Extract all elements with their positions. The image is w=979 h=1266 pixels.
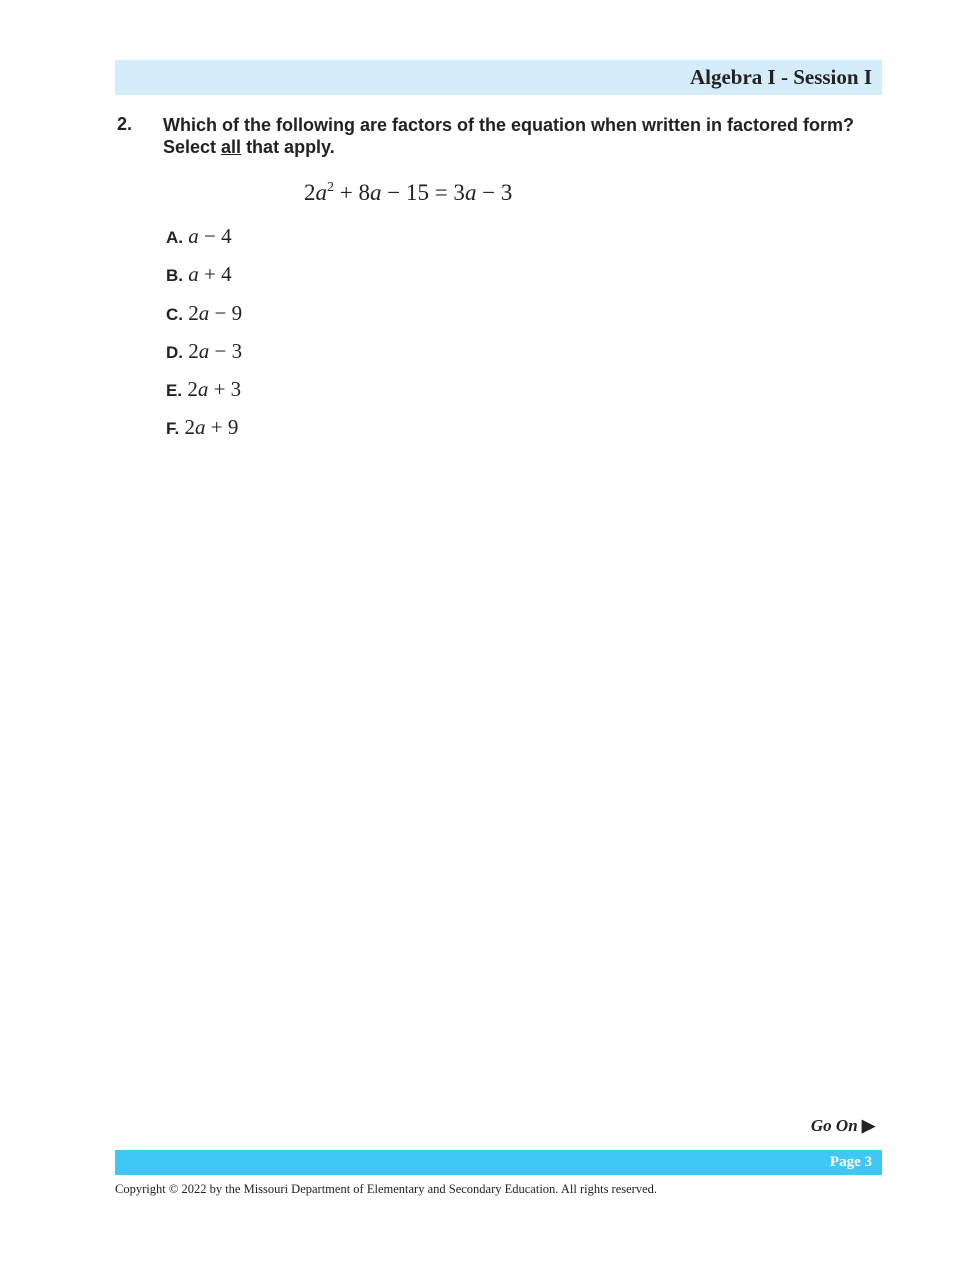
choice-rest: + 4	[198, 262, 232, 287]
go-on-indicator	[811, 1116, 875, 1136]
choice-coef: 2	[187, 377, 198, 402]
question-text-before: Which of the following are factors of the equation when written in factored form? Select	[163, 115, 855, 157]
eq-var: a	[315, 180, 327, 205]
choice-rest: − 4	[198, 224, 232, 248]
choice-rest: + 3	[208, 377, 242, 402]
choice-rest: − 9	[209, 300, 243, 325]
choice-var: a	[188, 224, 199, 248]
choice-a[interactable]	[166, 224, 242, 262]
eq-part: − 15 = 3	[381, 180, 465, 205]
choice-label: E.	[166, 381, 183, 401]
choice-label: F.	[166, 419, 180, 439]
question-number: 2.	[117, 114, 133, 134]
choice-rest: + 9	[205, 415, 239, 440]
choice-b[interactable]	[166, 262, 242, 300]
choice-c[interactable]	[166, 301, 242, 339]
choice-var: a	[194, 415, 206, 440]
page-title: Algebra I - Session I	[689, 65, 872, 89]
choice-coef: 2	[184, 415, 195, 440]
choice-d[interactable]	[166, 339, 242, 377]
header-bar	[115, 60, 882, 95]
footer-bar	[115, 1150, 882, 1175]
eq-var: a	[369, 180, 382, 205]
choice-label: D.	[166, 342, 183, 362]
go-on-text: Go On	[810, 1116, 858, 1135]
copyright: Copyright © 2022 by the Missouri Department of Elementary and Secondary Education. All rights reserved.	[115, 1182, 658, 1196]
choice-e[interactable]	[166, 377, 242, 415]
question-text-after: that apply.	[241, 137, 335, 157]
choice-f[interactable]	[166, 415, 242, 453]
choice-rest: − 3	[209, 338, 243, 363]
question-text	[163, 114, 863, 158]
choice-label: A.	[166, 228, 183, 247]
equation	[304, 180, 512, 206]
question-emphasis: all	[221, 137, 242, 157]
choice-var: a	[197, 377, 209, 402]
play-arrow-icon: ▶	[861, 1116, 875, 1135]
eq-part: 2	[304, 180, 316, 205]
choice-coef: 2	[188, 338, 199, 363]
eq-var: a	[464, 180, 477, 205]
choice-label: B.	[166, 266, 183, 286]
page-number: Page 3	[829, 1154, 872, 1170]
choice-label: C.	[166, 304, 183, 324]
eq-part: − 3	[476, 180, 513, 205]
choice-var: a	[198, 300, 210, 325]
choice-var: a	[198, 338, 210, 363]
choice-var: a	[188, 262, 199, 287]
answer-choices	[166, 224, 242, 454]
choice-coef: 2	[188, 300, 199, 325]
eq-part: + 8	[334, 180, 370, 205]
eq-exponent: 2	[327, 180, 334, 195]
